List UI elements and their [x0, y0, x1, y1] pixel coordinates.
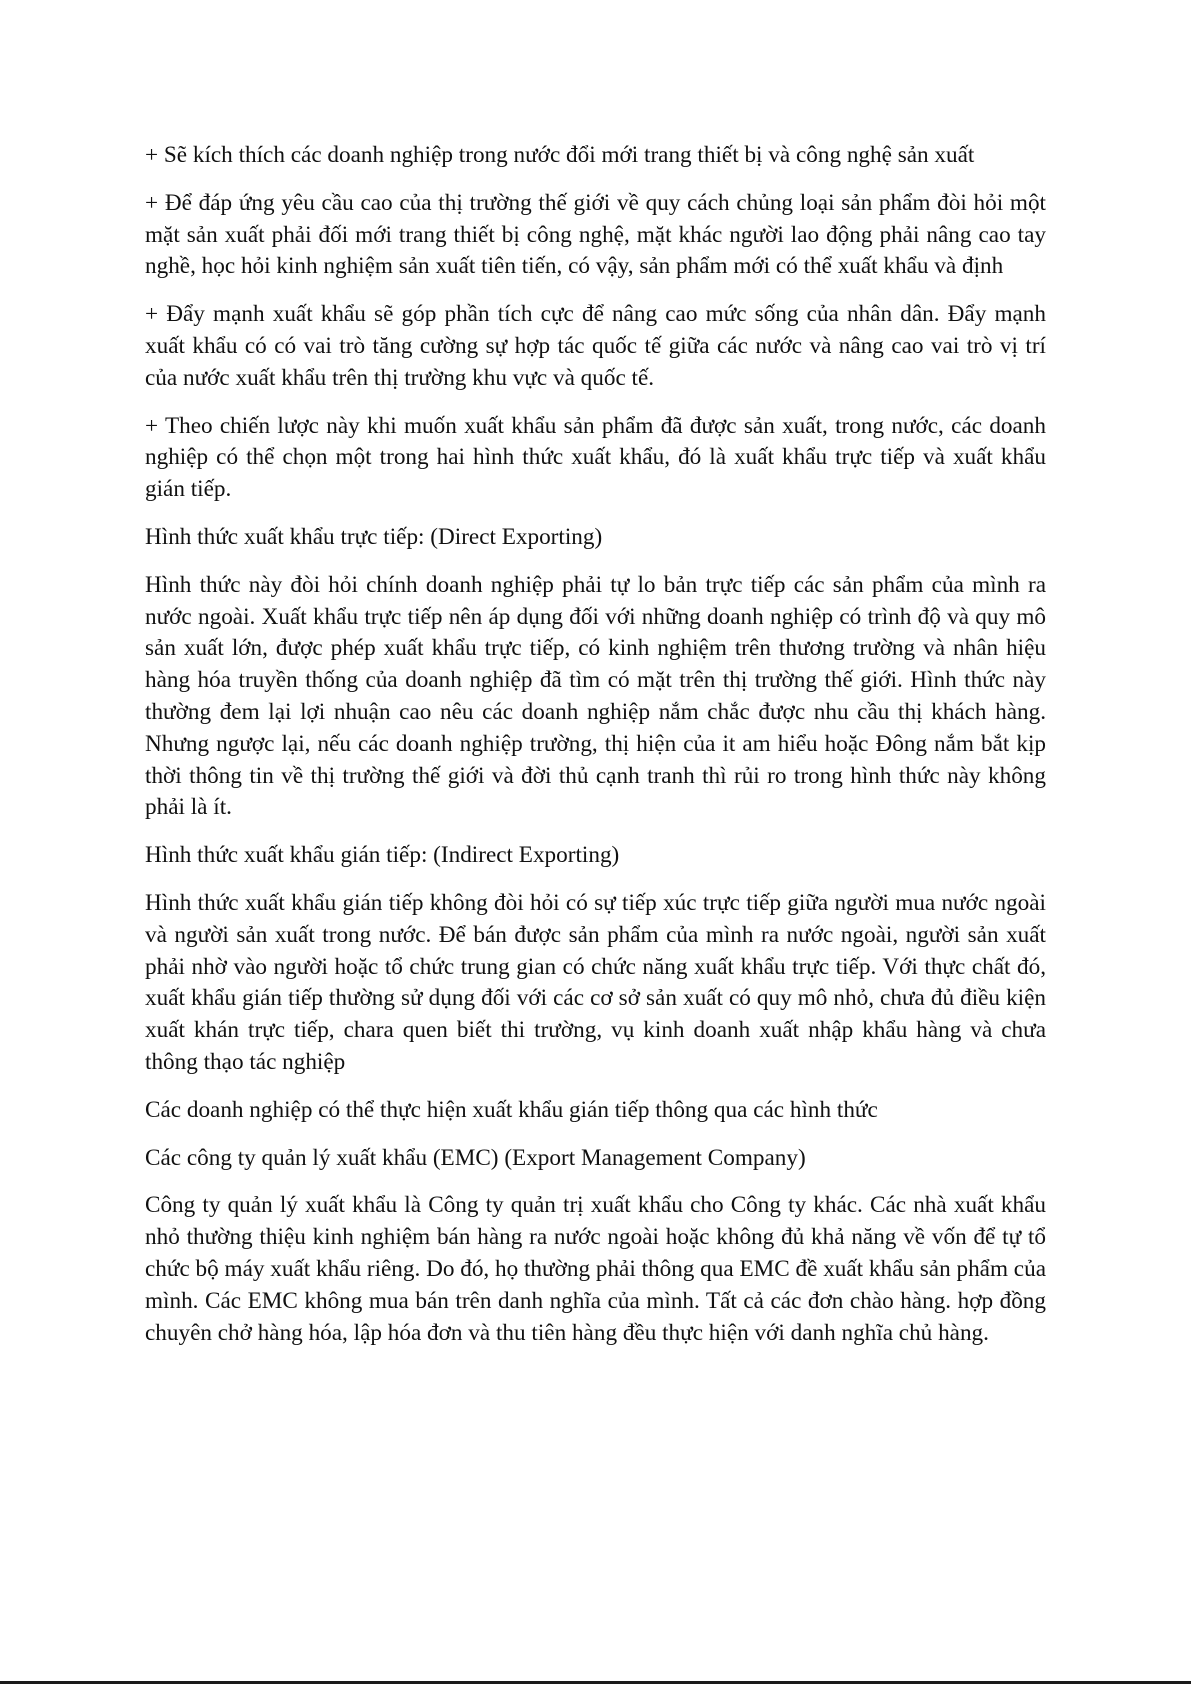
paragraph-indirect-exporting: Hình thức xuất khẩu gián tiếp không đòi hỏi có sự tiếp xúc trực tiếp giữa người mua nước ngoài và người sản xuất trong nước. Để bán được sản phẩm của mình ra nước ngoài, người sản xuất phải nhờ vào người hoặc tổ chức trung gian có chức năng xuất khẩu trực tiếp. Với thực chất đó, xuất khẩu gián tiếp thường sử dụng đối với các cơ sở sản xuất có quy mô nhỏ, chưa đủ điều kiện xuất khán trực tiếp, chara quen biết thi trường, vụ kinh doanh xuất nhập khẩu hàng và chưa thông thạo tác nghiệp	[145, 889, 1046, 1075]
heading-emc: Các công ty quản lý xuất khẩu (EMC) (Export Management Company)	[145, 1144, 806, 1171]
paragraph-emc: Công ty quản lý xuất khẩu là Công ty quản trị xuất khẩu cho Công ty khác. Các nhà xuất khẩu nhỏ thường thiệu kinh nghiệm bán hàng ra nước ngoài hoặc không đủ khả năng về vốn để tự tổ chức bộ máy xuất khẩu riêng. Do đó, họ thường phải thông qua EMC đề xuất khẩu sản phẩm của mình. Các EMC không mua bán trên danh nghĩa của mình. Tất cả các đơn chào hàng. hợp đồng chuyên chở hàng hóa, lập hóa đơn và thu tiên hàng đều thực hiện với danh nghĩa chủ hàng.	[145, 1192, 1046, 1346]
paragraph-living-standards: + Đẩy mạnh xuất khẩu sẽ góp phần tích cực để nâng cao mức sống của nhân dân. Đẩy mạnh xuất khẩu có có vai trò tăng cường sự hợp tác quốc tế giữa các nước và nâng cao vai trò vị trí của nước xuất khẩu trên thị trường khu vực và quốc tế.	[145, 301, 1046, 391]
paragraph-market-requirements: + Để đáp ứng yêu cầu cao của thị trường thế giới về quy cách chủng loại sản phẩm đòi hỏi một mặt sản xuất phải đối mới trang thiết bị công nghệ, mặt khác người lao động phải nâng cao tay nghề, học hỏi kinh nghiệm sản xuất tiên tiến, có vậy, sản phẩm mới có thể xuất khẩu và định	[145, 189, 1046, 280]
page-bottom-divider	[0, 1681, 1191, 1684]
heading-indirect-exporting: Hình thức xuất khẩu gián tiếp: (Indirect Exporting)	[145, 842, 620, 869]
heading-direct-exporting: Hình thức xuất khẩu trực tiếp: (Direct Exporting)	[145, 523, 603, 550]
paragraph-direct-exporting: Hình thức này đòi hỏi chính doanh nghiệp phải tự lo bản trực tiếp các sản phẩm của mình ra nước ngoài. Xuất khẩu trực tiếp nên áp dụng đối với những doanh nghiệp có trình độ và quy mô sản xuất lớn, được phép xuất khẩu trực tiếp, có kinh nghiệm trên thương trường và nhân hiệu hàng hóa truyền thống của doanh nghiệp đã tìm có mặt trên thị trường thế giới. Hình thức này thường đem lại lợi nhuận cao nêu các doanh nghiệp nắm chắc được nhu cầu thị khách hàng. Nhưng ngược lại, nếu các doanh nghiệp trường, thị hiện của it am hiểu hoặc Đông nắm bắt kịp thời thông tin về thị trường thế giới và đời thủ cạnh tranh thì rủi ro trong hình thức này không phải là ít.	[145, 571, 1046, 821]
document-body	[145, 140, 1046, 1365]
paragraph-innovation: + Sẽ kích thích các doanh nghiệp trong nước đổi mới trang thiết bị và công nghệ sản xuất	[145, 142, 975, 168]
paragraph-export-strategy: + Theo chiến lược này khi muốn xuất khẩu sản phẩm đã được sản xuất, trong nước, các doanh nghiệp có thể chọn một trong hai hình thức xuất khẩu, đó là xuất khẩu trực tiếp và xuất khẩu gián tiếp.	[145, 412, 1046, 503]
paragraph-indirect-forms: Các doanh nghiệp có thể thực hiện xuất khẩu gián tiếp thông qua các hình thức	[145, 1096, 878, 1123]
